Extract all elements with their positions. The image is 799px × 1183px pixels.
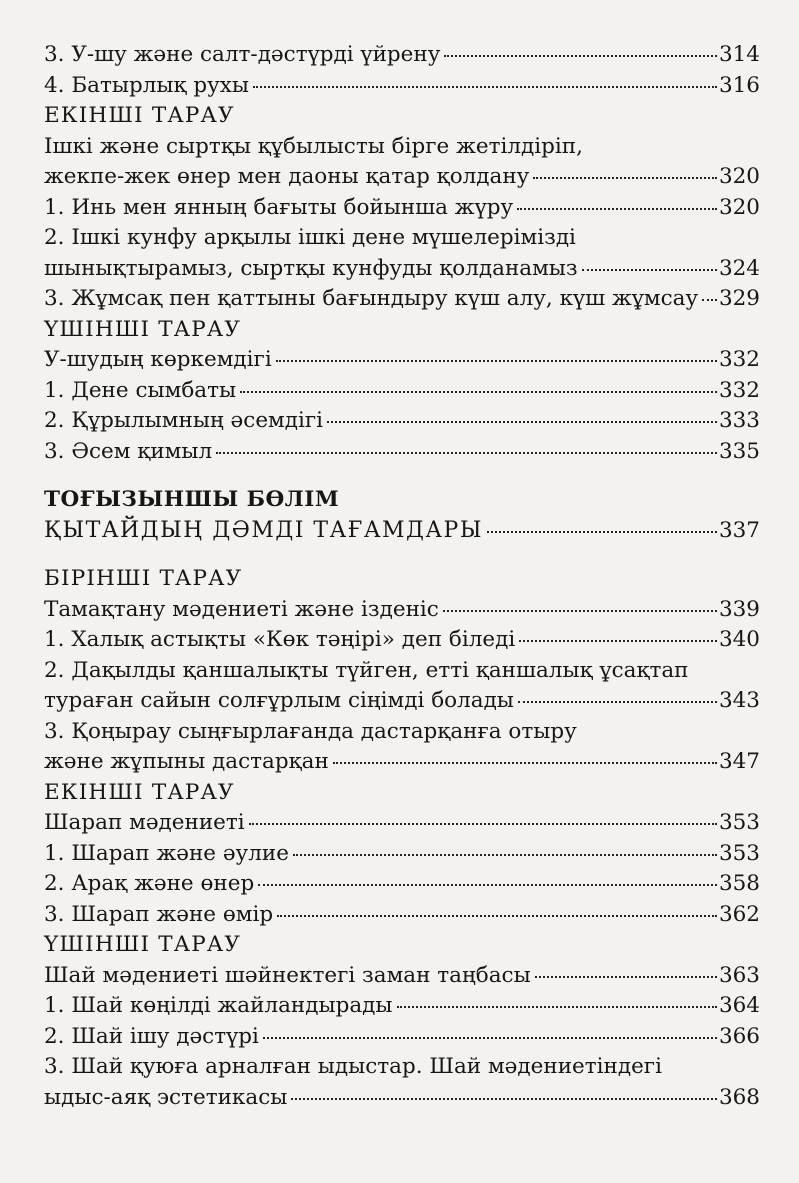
toc-entry (44, 839, 760, 870)
toc-entry-title: 3. Жұмсақ пен қаттыны бағындыру күш алу, күш жұмсау (44, 286, 699, 311)
toc-entry-page: 332 (718, 347, 760, 372)
toc-entry-title: 3. Әсем қимыл (44, 438, 213, 464)
toc-entry-title: 3. Шарап және өмір (44, 901, 274, 927)
part-heading: ТОҒЫЗЫНШЫ БӨЛІМ (44, 487, 340, 512)
chapter-heading: ҮШІНШІ ТАРАУ (44, 316, 242, 342)
toc-entry-page: 368 (718, 1084, 760, 1110)
toc-entry-page: 347 (718, 749, 760, 774)
toc-entry-page: 320 (718, 194, 760, 220)
dot-leader (517, 208, 717, 210)
toc-entry (44, 284, 760, 315)
toc-entry (44, 686, 760, 717)
toc-entry-title: 1. Халық астықты «Көк тәңірі» деп біледі (44, 627, 516, 652)
toc-entry-title: 1. Дене сымбаты (44, 377, 237, 403)
dot-leader (293, 854, 717, 856)
toc-entry (44, 345, 760, 376)
part-title: ҚЫТАЙДЫҢ ДӘМДІ ТАҒАМДАРЫ (44, 517, 484, 543)
toc-entry-title: Тамақтану мәдениеті және ізденіс (44, 596, 439, 622)
dot-leader (253, 86, 717, 88)
toc-entry-title: 2. Құрылымның әсемдігі (44, 408, 324, 433)
toc-entry (44, 40, 760, 71)
toc-entry-title: 2. Арақ және өнер (44, 871, 255, 896)
toc-entry-title: шынықтырамыз, сыртқы кунфуды қолданамыз (44, 255, 578, 281)
toc-entry-page: 337 (718, 517, 760, 543)
toc-entry-page: 364 (718, 993, 760, 1018)
dot-leader (582, 269, 717, 271)
toc-entry-title: 3. Шай қуюға арналған ыдыстар. Шай мәдениетіндегі (44, 1054, 662, 1079)
dot-leader (535, 976, 717, 978)
toc-entry-page: 363 (718, 962, 760, 988)
toc-entry-title: 3. У-шу және салт-дәстүрді үйрену (44, 42, 441, 67)
dot-leader (487, 531, 717, 533)
dot-leader (333, 762, 717, 764)
dot-leader (263, 1037, 717, 1039)
toc-entry-page: 332 (718, 377, 760, 403)
spacer (44, 546, 760, 564)
toc-entry-page: 358 (718, 871, 760, 896)
toc-entry (44, 193, 760, 224)
toc-entry (44, 595, 760, 626)
toc-entry-page: 333 (718, 408, 760, 433)
toc-entry (44, 961, 760, 992)
toc-entry (44, 1022, 760, 1053)
toc-entry-page: 316 (718, 72, 760, 98)
dot-leader (519, 640, 717, 642)
dot-leader (443, 610, 717, 612)
dot-leader (397, 1006, 717, 1008)
toc-entry (44, 406, 760, 437)
toc-entry-title: 2. Дақылды қаншалықты түйген, етті қаншалық ұсақтап (44, 657, 689, 683)
table-of-contents (44, 40, 760, 1113)
dot-leader (249, 823, 717, 825)
toc-entry (44, 808, 760, 839)
toc-entry-page: 329 (718, 286, 760, 311)
dot-leader (518, 701, 717, 703)
chapter-heading: ЕКІНШІ ТАРАУ (44, 103, 235, 128)
toc-entry-title: 3. Қоңырау сыңғырлағанда дастарқанға отыру (44, 718, 577, 744)
toc-entry (44, 900, 760, 931)
dot-leader (533, 177, 717, 179)
toc-entry-title: Шарап мәдениеті (44, 810, 245, 835)
toc-entry-page: 324 (718, 255, 760, 281)
toc-entry-title: 1. Инь мен янның бағыты бойынша жүру (44, 194, 514, 220)
chapter-heading: БІРІНШІ ТАРАУ (44, 566, 243, 591)
dot-leader (216, 452, 717, 454)
toc-entry-page: 353 (718, 840, 760, 866)
toc-entry (44, 625, 760, 656)
toc-entry-page: 353 (718, 810, 760, 835)
toc-entry (44, 254, 760, 285)
toc-entry-title: тураған сайын солғұрлым сіңімді болады (44, 688, 514, 713)
toc-entry-page: 362 (718, 901, 760, 927)
dot-leader (327, 421, 717, 423)
toc-entry-title: Ішкі және сыртқы құбылысты бірге жетілдіріп, (44, 133, 583, 159)
toc-entry-page: 343 (718, 688, 760, 713)
toc-entry-title: 4. Батырлық рухы (44, 72, 250, 98)
toc-entry (44, 437, 760, 468)
toc-entry-title: У-шудың көркемдігі (44, 347, 272, 372)
dot-leader (277, 915, 717, 917)
toc-entry (44, 869, 760, 900)
toc-entry (44, 516, 760, 547)
chapter-heading: ЕКІНШІ ТАРАУ (44, 779, 235, 805)
toc-entry-page: 340 (718, 627, 760, 652)
dot-leader (258, 884, 717, 886)
toc-entry-title: 1. Шай көңілді жайландырады (44, 993, 393, 1018)
dot-leader (276, 360, 717, 362)
dot-leader (702, 299, 717, 301)
toc-entry (44, 991, 760, 1022)
dot-leader (444, 55, 717, 57)
toc-entry (44, 162, 760, 193)
toc-entry-title: 2. Ішкі кунфу арқылы ішкі дене мүшелерімізді (44, 225, 576, 250)
toc-entry-title: 1. Шарап және әулие (44, 840, 289, 866)
toc-entry-page: 314 (718, 42, 760, 67)
toc-entry-page: 366 (718, 1023, 760, 1049)
dot-leader (291, 1098, 717, 1100)
toc-entry-page: 320 (718, 164, 760, 189)
toc-entry-title: ыдыс-аяқ эстетикасы (44, 1084, 288, 1110)
toc-entry-title: және жұпыны дастарқан (44, 749, 329, 774)
toc-entry-title: 2. Шай ішу дәстүрі (44, 1023, 259, 1049)
toc-entry (44, 747, 760, 778)
toc-entry-page: 339 (718, 596, 760, 622)
toc-entry (44, 71, 760, 102)
toc-entry (44, 1083, 760, 1114)
toc-entry-page: 335 (718, 438, 760, 464)
toc-entry-title: жекпе-жек өнер мен даоны қатар қолдану (44, 164, 530, 189)
chapter-heading: ҮШІНШІ ТАРАУ (44, 932, 242, 957)
toc-entry (44, 376, 760, 407)
toc-entry-title: Шай мәдениеті шәйнектегі заман таңбасы (44, 962, 531, 988)
dot-leader (240, 391, 717, 393)
